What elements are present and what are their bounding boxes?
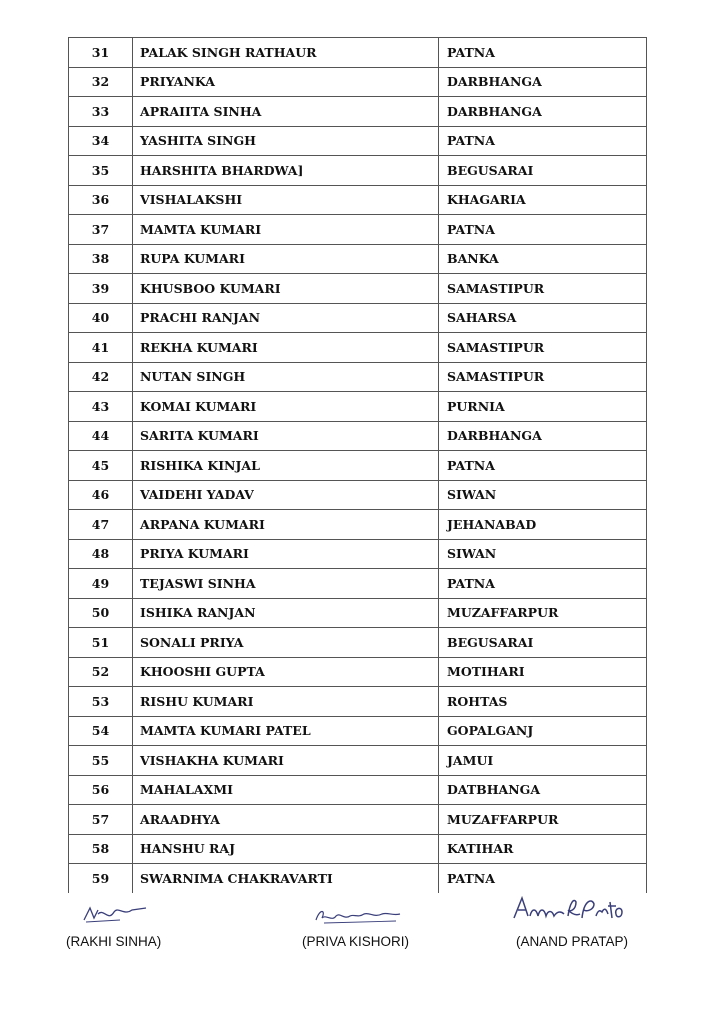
- district-cell: MOTIHARI: [439, 657, 647, 687]
- serial-number-cell: 59: [69, 864, 133, 893]
- serial-number-cell: 58: [69, 834, 133, 864]
- roster-table: [68, 37, 647, 893]
- roster-body: [69, 38, 647, 893]
- serial-number-cell: 56: [69, 775, 133, 805]
- district-cell: DATBHANGA: [439, 775, 647, 805]
- district-cell: SAMASTIPUR: [439, 274, 647, 304]
- student-name-cell: PRIYA KUMARI: [133, 539, 439, 569]
- serial-number-cell: 57: [69, 805, 133, 835]
- serial-number-cell: 36: [69, 185, 133, 215]
- student-name-cell: NUTAN SINGH: [133, 362, 439, 392]
- table-row: [69, 480, 647, 510]
- table-row: [69, 392, 647, 422]
- table-row: [69, 539, 647, 569]
- table-row: [69, 97, 647, 127]
- serial-number-cell: 32: [69, 67, 133, 97]
- serial-number-cell: 52: [69, 657, 133, 687]
- student-name-cell: KOMAI KUMARI: [133, 392, 439, 422]
- serial-number-cell: 51: [69, 628, 133, 658]
- student-name-cell: KHOOSHI GUPTA: [133, 657, 439, 687]
- serial-number-cell: 31: [69, 38, 133, 68]
- district-cell: MUZAFFARPUR: [439, 598, 647, 628]
- district-cell: GOPALGANJ: [439, 716, 647, 746]
- table-row: [69, 67, 647, 97]
- serial-number-cell: 49: [69, 569, 133, 599]
- student-name-cell: MAMTA KUMARI PATEL: [133, 716, 439, 746]
- table-row: [69, 687, 647, 717]
- district-cell: KATIHAR: [439, 834, 647, 864]
- district-cell: BEGUSARAI: [439, 156, 647, 186]
- signatory-label-priva-kishori: (PRIVA KISHORI): [302, 934, 410, 949]
- student-name-cell: HANSHU RAJ: [133, 834, 439, 864]
- district-cell: DARBHANGA: [439, 421, 647, 451]
- serial-number-cell: 37: [69, 215, 133, 245]
- district-cell: PURNIA: [439, 392, 647, 422]
- signatory-label-anand-pratap: (ANAND PRATAP): [516, 934, 629, 949]
- table-row: [69, 215, 647, 245]
- serial-number-cell: 42: [69, 362, 133, 392]
- district-cell: PATNA: [439, 126, 647, 156]
- serial-number-cell: 54: [69, 716, 133, 746]
- district-cell: SAHARSA: [439, 303, 647, 333]
- district-cell: DARBHANGA: [439, 67, 647, 97]
- student-name-cell: HARSHITA BHARDWA]: [133, 156, 439, 186]
- district-cell: KHAGARIA: [439, 185, 647, 215]
- district-cell: BANKA: [439, 244, 647, 274]
- serial-number-cell: 33: [69, 97, 133, 127]
- signature-rakhi-sinha: [80, 900, 150, 928]
- serial-number-cell: 45: [69, 451, 133, 481]
- serial-number-cell: 47: [69, 510, 133, 540]
- serial-number-cell: 40: [69, 303, 133, 333]
- serial-number-cell: 50: [69, 598, 133, 628]
- table-row: [69, 156, 647, 186]
- district-cell: PATNA: [439, 451, 647, 481]
- student-name-cell: REKHA KUMARI: [133, 333, 439, 363]
- student-name-cell: RISHIKA KINJAL: [133, 451, 439, 481]
- signature-priva-kishori: [312, 904, 404, 928]
- serial-number-cell: 46: [69, 480, 133, 510]
- table-row: [69, 421, 647, 451]
- district-cell: DARBHANGA: [439, 97, 647, 127]
- district-cell: MUZAFFARPUR: [439, 805, 647, 835]
- serial-number-cell: 53: [69, 687, 133, 717]
- serial-number-cell: 41: [69, 333, 133, 363]
- table-row: [69, 864, 647, 893]
- district-cell: SIWAN: [439, 480, 647, 510]
- serial-number-cell: 44: [69, 421, 133, 451]
- student-name-cell: TEJASWI SINHA: [133, 569, 439, 599]
- student-name-cell: PRACHI RANJAN: [133, 303, 439, 333]
- student-name-cell: VAIDEHI YADAV: [133, 480, 439, 510]
- student-name-cell: PALAK SINGH RATHAUR: [133, 38, 439, 68]
- district-cell: JAMUI: [439, 746, 647, 776]
- student-name-cell: MAHALAXMI: [133, 775, 439, 805]
- serial-number-cell: 55: [69, 746, 133, 776]
- serial-number-cell: 43: [69, 392, 133, 422]
- table-row: [69, 362, 647, 392]
- district-cell: ROHTAS: [439, 687, 647, 717]
- student-name-cell: RUPA KUMARI: [133, 244, 439, 274]
- serial-number-cell: 34: [69, 126, 133, 156]
- district-cell: SAMASTIPUR: [439, 362, 647, 392]
- student-name-cell: ARPANA KUMARI: [133, 510, 439, 540]
- student-name-cell: SARITA KUMARI: [133, 421, 439, 451]
- table-row: [69, 126, 647, 156]
- district-cell: PATNA: [439, 215, 647, 245]
- table-row: [69, 274, 647, 304]
- table-row: [69, 598, 647, 628]
- student-name-cell: APRAIITA SINHA: [133, 97, 439, 127]
- serial-number-cell: 35: [69, 156, 133, 186]
- table-row: [69, 38, 647, 68]
- table-row: [69, 657, 647, 687]
- district-cell: PATNA: [439, 38, 647, 68]
- table-row: [69, 244, 647, 274]
- student-name-cell: ARAADHYA: [133, 805, 439, 835]
- district-cell: SIWAN: [439, 539, 647, 569]
- table-row: [69, 510, 647, 540]
- student-name-cell: YASHITA SINGH: [133, 126, 439, 156]
- serial-number-cell: 39: [69, 274, 133, 304]
- table-row: [69, 834, 647, 864]
- student-name-cell: SWARNIMA CHAKRAVARTI: [133, 864, 439, 893]
- district-cell: PATNA: [439, 569, 647, 599]
- district-cell: SAMASTIPUR: [439, 333, 647, 363]
- table-row: [69, 569, 647, 599]
- table-row: [69, 333, 647, 363]
- district-cell: JEHANABAD: [439, 510, 647, 540]
- serial-number-cell: 38: [69, 244, 133, 274]
- district-cell: BEGUSARAI: [439, 628, 647, 658]
- table-row: [69, 716, 647, 746]
- student-name-cell: KHUSBOO KUMARI: [133, 274, 439, 304]
- table-row: [69, 303, 647, 333]
- signatory-label-rakhi-sinha: (RAKHI SINHA): [66, 934, 162, 949]
- signature-anand-pratap: [510, 892, 626, 926]
- table-row: [69, 746, 647, 776]
- table-row: [69, 805, 647, 835]
- table-row: [69, 185, 647, 215]
- student-name-cell: VISHAKHA KUMARI: [133, 746, 439, 776]
- table-row: [69, 628, 647, 658]
- student-name-cell: SONALI PRIYA: [133, 628, 439, 658]
- student-name-cell: VISHALAKSHI: [133, 185, 439, 215]
- table-row: [69, 775, 647, 805]
- student-name-cell: PRIYANKA: [133, 67, 439, 97]
- serial-number-cell: 48: [69, 539, 133, 569]
- district-cell: PATNA: [439, 864, 647, 893]
- student-name-cell: MAMTA KUMARI: [133, 215, 439, 245]
- student-name-cell: RISHU KUMARI: [133, 687, 439, 717]
- roster-table-container: [68, 37, 646, 893]
- student-name-cell: ISHIKA RANJAN: [133, 598, 439, 628]
- table-row: [69, 451, 647, 481]
